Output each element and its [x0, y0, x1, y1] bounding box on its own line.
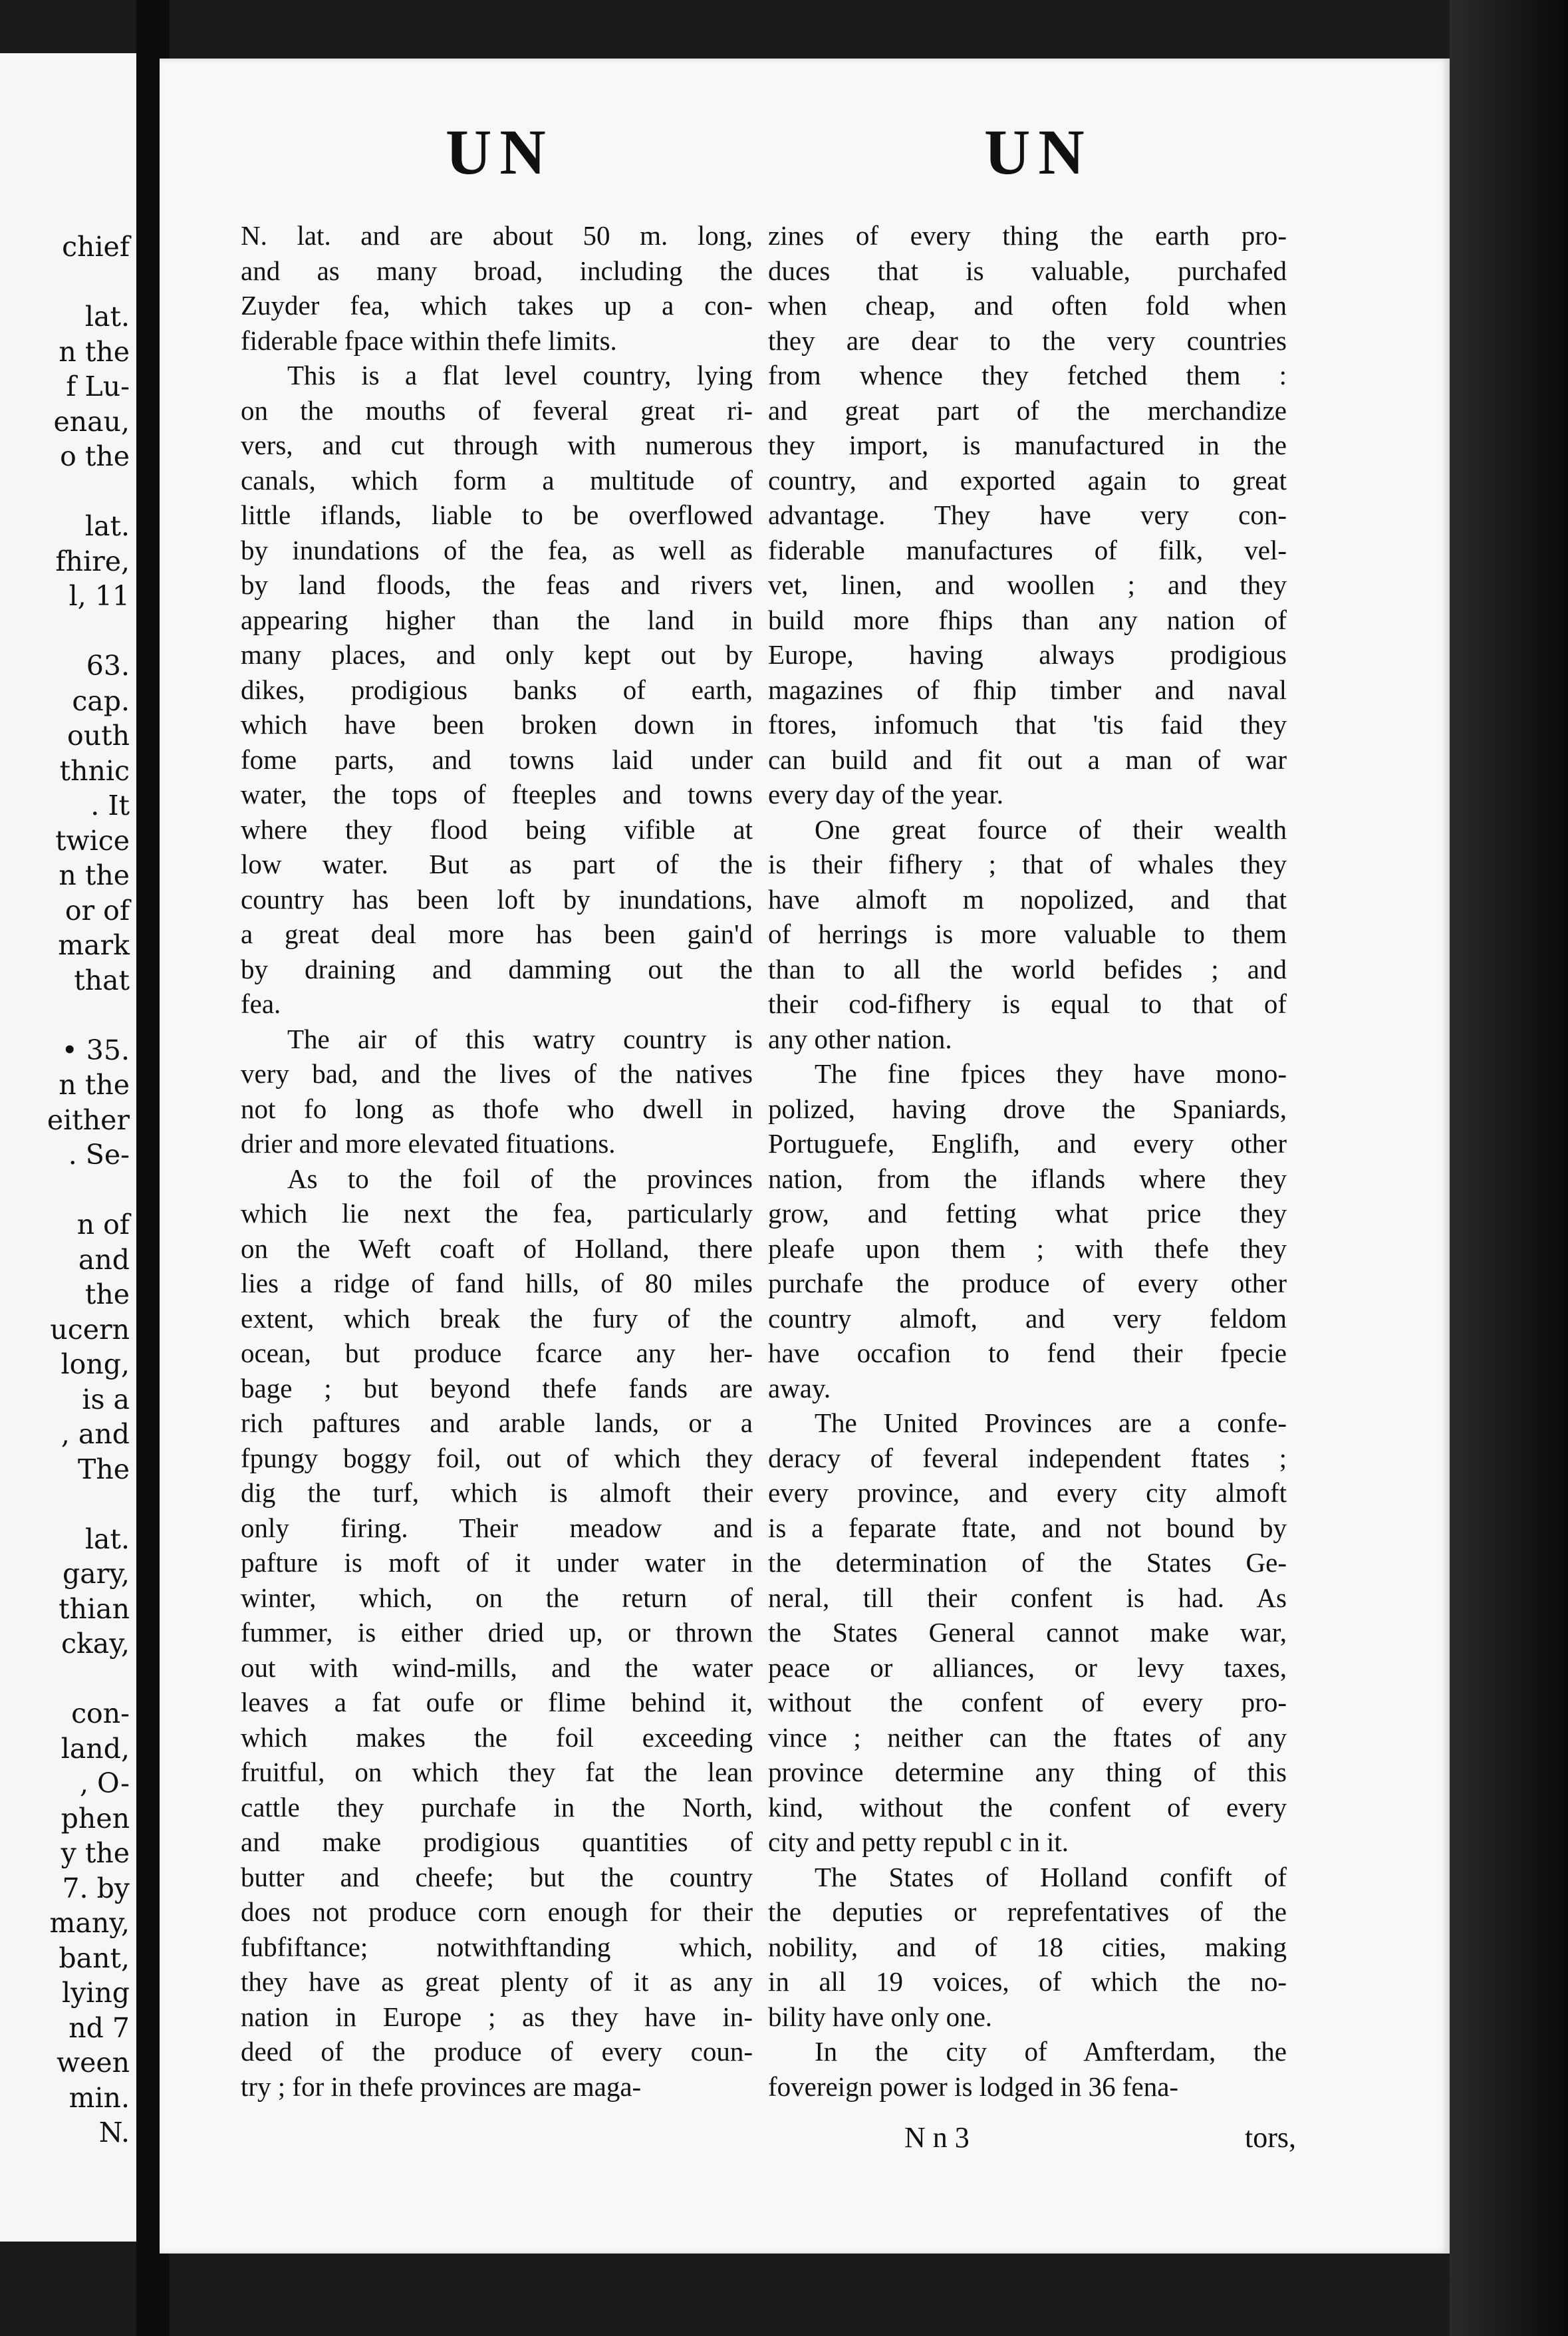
- text-line: and as many broad, including the: [241, 255, 753, 286]
- facing-page-fragment: nd 7: [68, 2011, 130, 2044]
- text-line: have occafion to fend their fpecie: [768, 1338, 1287, 1368]
- page-shadow: [1450, 0, 1568, 2336]
- text-line: fubfiftance; notwithftanding which,: [241, 1931, 753, 1962]
- text-line: fea.: [241, 988, 281, 1019]
- text-column-right: [768, 218, 1287, 2104]
- signature-mark: N n 3: [904, 2121, 970, 2154]
- text-line: pleafe upon them ; with thefe they: [768, 1233, 1287, 1264]
- facing-page-fragment: cap.: [72, 684, 130, 717]
- text-line: leaves a fat oufe or flime behind it,: [241, 1687, 753, 1717]
- facing-page-fragment: that: [74, 964, 130, 996]
- text-line: N. lat. and are about 50 m. long,: [241, 220, 753, 251]
- text-line: and make prodigious quantities of: [241, 1826, 753, 1857]
- facing-page-fragment: is a: [82, 1383, 130, 1415]
- text-line: In the city of Amfterdam, the: [815, 2036, 1287, 2067]
- facing-page-fragment: y the: [61, 1837, 130, 1869]
- text-line: is their fifhery ; that of whales they: [768, 849, 1287, 879]
- facing-page-fragment: l, 11: [68, 580, 130, 612]
- facing-page-fragment: ween: [56, 2047, 130, 2079]
- text-line: This is a flat level country, lying: [287, 360, 753, 390]
- facing-page-fragment: lying: [61, 1977, 130, 2009]
- text-line: which lie next the fea, particularly: [241, 1198, 753, 1229]
- facing-page-fragment: con-: [71, 1697, 130, 1729]
- text-line: zines of every thing the earth pro-: [768, 220, 1287, 251]
- facing-page-fragment: outh: [67, 720, 130, 752]
- text-line: fummer, is either dried up, or thrown: [241, 1617, 753, 1648]
- text-line: drier and more elevated fituations.: [241, 1128, 616, 1159]
- text-line: very bad, and the lives of the natives: [241, 1058, 753, 1089]
- facing-page-fragment: f Lu-: [66, 370, 130, 402]
- text-line: away.: [768, 1372, 831, 1403]
- text-line: fruitful, on which they fat the lean: [241, 1757, 753, 1787]
- facing-page-fragment: [0, 1173, 130, 1208]
- text-line: rich paftures and arable lands, or a: [241, 1407, 753, 1438]
- facing-page-fragment: o the: [60, 440, 130, 472]
- text-line: build more fhips than any nation of: [768, 604, 1287, 635]
- text-line: country has been loft by inundations,: [241, 883, 753, 915]
- text-line: nation in Europe ; as they have in-: [241, 2001, 753, 2032]
- text-line: water, the tops of fteeples and towns: [241, 779, 753, 809]
- text-line: fiderable fpace within thefe limits.: [241, 325, 617, 356]
- facing-page-fragment: [0, 1662, 130, 1697]
- facing-page-fragment: long,: [61, 1348, 130, 1380]
- text-line: grow, and fetting what price they: [768, 1198, 1287, 1229]
- text-line: in all 19 voices, of which the no-: [768, 1966, 1287, 1997]
- text-line: vince ; neither can the ftates of any: [768, 1721, 1287, 1753]
- text-line: the determination of the States Ge-: [768, 1547, 1287, 1578]
- text-line: the deputies or reprefentatives of the: [768, 1896, 1287, 1927]
- text-line: ftores, infomuch that 'tis faid they: [768, 709, 1287, 740]
- text-line: duces that is valuable, purchafed: [768, 255, 1287, 286]
- text-line: little iflands, liable to be overflowed: [241, 500, 753, 530]
- text-line: butter and cheefe; but the country: [241, 1861, 753, 1892]
- facing-page-fragment: the: [84, 1278, 130, 1310]
- facing-page-fragment: , and: [61, 1418, 130, 1450]
- text-line: extent, which break the fury of the: [241, 1302, 753, 1334]
- text-line: every province, and every city almoft: [768, 1477, 1287, 1508]
- text-line: without the confent of every pro-: [768, 1687, 1287, 1717]
- text-line: neral, till their confent is had. As: [768, 1582, 1287, 1613]
- text-line: have almoft m nopolized, and that: [768, 883, 1287, 915]
- facing-page-fragment: The: [77, 1453, 130, 1485]
- text-line: does not produce corn enough for their: [241, 1896, 753, 1927]
- text-line: fome parts, and towns laid under: [241, 744, 753, 775]
- facing-page-fragment: or of: [65, 894, 130, 927]
- text-line: fpungy boggy foil, out of which they: [241, 1442, 753, 1473]
- text-line: canals, which form a multitude of: [241, 464, 753, 496]
- text-line: Europe, having always prodigious: [768, 639, 1287, 670]
- text-line: Portuguefe, Englifh, and every other: [768, 1128, 1287, 1159]
- text-line: where they flood being vifible at: [241, 813, 753, 845]
- text-line: pafture is moft of it under water in: [241, 1547, 753, 1578]
- facing-page-fragment: . It: [90, 790, 130, 821]
- text-line: from whence they fetched them :: [768, 360, 1287, 390]
- facing-page-fragment: mark: [58, 929, 130, 961]
- text-column-left: [241, 218, 753, 2104]
- text-line: and great part of the merchandize: [768, 394, 1287, 426]
- facing-page-fragment: either: [47, 1103, 130, 1136]
- text-line: peace or alliances, or levy taxes,: [768, 1652, 1287, 1683]
- text-line: dikes, prodigious banks of earth,: [241, 674, 753, 705]
- text-line: not fo long as thofe who dwell in: [241, 1093, 753, 1124]
- text-line: magazines of fhip timber and naval: [768, 674, 1287, 705]
- text-line: their cod-fifhery is equal to that of: [768, 988, 1287, 1019]
- text-line: As to the foil of the provinces: [287, 1163, 753, 1194]
- text-line: they have as great plenty of it as any: [241, 1966, 753, 1997]
- text-line: kind, without the confent of every: [768, 1791, 1287, 1823]
- text-line: many places, and only kept out by: [241, 639, 753, 670]
- facing-page-fragment: . Se-: [68, 1139, 130, 1171]
- facing-page-fragment: • 35.: [61, 1034, 130, 1066]
- text-line: by draining and damming out the: [241, 953, 753, 984]
- text-line: of herrings is more valuable to them: [768, 919, 1287, 949]
- text-line: vers, and cut through with numerous: [241, 430, 753, 460]
- text-line: which makes the foil exceeding: [241, 1721, 753, 1753]
- running-head-right: UN: [984, 116, 1093, 188]
- text-line: bage ; but beyond thefe fands are: [241, 1372, 753, 1403]
- facing-page-fragment: gary,: [62, 1558, 130, 1590]
- text-line: by land floods, the feas and rivers: [241, 569, 753, 600]
- catchword: tors,: [1245, 2121, 1296, 2154]
- facing-page-fragment: and: [78, 1243, 130, 1276]
- text-line: The United Provinces are a confe-: [815, 1407, 1287, 1438]
- facing-page-fragment: bant,: [59, 1942, 130, 1974]
- text-line: only firing. Their meadow and: [241, 1512, 753, 1543]
- facing-page-fragment: min.: [68, 2081, 130, 2114]
- text-line: any other nation.: [768, 1023, 952, 1054]
- facing-page-fragment: many,: [49, 1907, 130, 1939]
- text-line: cattle they purchafe in the North,: [241, 1791, 753, 1823]
- text-line: advantage. They have very con-: [768, 500, 1287, 530]
- facing-page-fragment: , O-: [79, 1767, 130, 1799]
- facing-page-fragment: twice: [55, 824, 130, 857]
- text-line: they are dear to the very countries: [768, 325, 1287, 356]
- text-line: purchafe the produce of every other: [768, 1268, 1287, 1298]
- facing-page-fragment: fhire,: [55, 545, 130, 577]
- text-line: The States of Holland confift of: [815, 1861, 1287, 1892]
- text-line: lies a ridge of fand hills, of 80 miles: [241, 1268, 753, 1298]
- text-line: One great fource of their wealth: [815, 813, 1287, 845]
- facing-page-fragment: lat.: [84, 510, 130, 542]
- book-page: [160, 59, 1450, 2254]
- facing-page-fragment: land,: [61, 1732, 130, 1765]
- facing-page-fragment: n the: [59, 1069, 130, 1101]
- text-line: winter, which, on the return of: [241, 1582, 753, 1613]
- text-line: deed of the produce of every coun-: [241, 2036, 753, 2067]
- text-line: ocean, but produce fcarce any her-: [241, 1338, 753, 1368]
- facing-page-fragment: [0, 1487, 130, 1522]
- text-line: The air of this watry country is: [287, 1023, 753, 1054]
- text-line: out with wind-mills, and the water: [241, 1652, 753, 1683]
- facing-page-fragment: lat.: [84, 301, 130, 333]
- text-line: province determine any thing of this: [768, 1757, 1287, 1787]
- text-line: is a feparate ftate, and not bound by: [768, 1512, 1287, 1543]
- text-line: they import, is manufactured in the: [768, 430, 1287, 460]
- text-line: on the mouths of feveral great ri-: [241, 394, 753, 426]
- facing-page-fragment: ckay,: [61, 1628, 130, 1660]
- text-line: polized, having drove the Spaniards,: [768, 1093, 1287, 1124]
- text-line: try ; for in thefe provinces are maga-: [241, 2071, 642, 2102]
- text-line: when cheap, and often fold when: [768, 290, 1287, 321]
- text-line: country almoft, and very feldom: [768, 1302, 1287, 1334]
- text-line: fiderable manufactures of filk, vel-: [768, 534, 1287, 565]
- facing-page-fragment: thnic: [59, 754, 130, 787]
- text-line: Zuyder fea, which takes up a con-: [241, 290, 753, 321]
- facing-page-fragment: [0, 474, 130, 510]
- facing-page-fragment: n the: [59, 859, 130, 891]
- text-line: The fine fpices they have mono-: [815, 1058, 1287, 1089]
- facing-page-fragment: ucern: [50, 1313, 130, 1346]
- text-line: every day of the year.: [768, 779, 1004, 809]
- text-line: by inundations of the fea, as well as: [241, 534, 753, 565]
- text-line: country, and exported again to great: [768, 464, 1287, 496]
- text-line: city and petty republ c in it.: [768, 1826, 1069, 1857]
- facing-page-edge: [0, 53, 136, 2242]
- facing-page-fragment: N.: [98, 2117, 130, 2148]
- facing-page-fragment: n the: [59, 335, 130, 368]
- text-line: vet, linen, and woollen ; and they: [768, 569, 1287, 600]
- text-line: nation, from the iflands where they: [768, 1163, 1287, 1194]
- text-line: appearing higher than the land in: [241, 604, 753, 635]
- running-head-left: UN: [446, 116, 554, 188]
- facing-page-fragment: thian: [59, 1592, 130, 1625]
- facing-page-text-fragments: [0, 229, 130, 2150]
- facing-page-fragment: enau,: [53, 405, 130, 438]
- text-line: can build and fit out a man of war: [768, 744, 1287, 775]
- facing-page-fragment: chief: [62, 231, 130, 263]
- facing-page-fragment: phen: [61, 1802, 130, 1834]
- text-line: low water. But as part of the: [241, 849, 753, 879]
- facing-page-fragment: 63.: [86, 650, 130, 682]
- text-line: dig the turf, which is almoft their: [241, 1477, 753, 1508]
- text-line: bility have only one.: [768, 2001, 993, 2032]
- text-line: a great deal more has been gain'd: [241, 919, 753, 949]
- text-line: fovereign power is lodged in 36 fena-: [768, 2071, 1179, 2102]
- facing-page-fragment: 7. by: [62, 1872, 130, 1904]
- text-line: than to all the world befides ; and: [768, 953, 1287, 984]
- text-line: on the Weft coaft of Holland, there: [241, 1233, 753, 1264]
- text-line: the States General cannot make war,: [768, 1617, 1287, 1648]
- text-line: deracy of feveral independent ftates ;: [768, 1442, 1287, 1473]
- facing-page-fragment: n of: [76, 1209, 130, 1241]
- text-line: nobility, and of 18 cities, making: [768, 1931, 1287, 1962]
- facing-page-fragment: [0, 614, 130, 649]
- facing-page-fragment: [0, 265, 130, 300]
- text-line: which have been broken down in: [241, 709, 753, 740]
- facing-page-fragment: [0, 998, 130, 1033]
- facing-page-fragment: lat.: [84, 1523, 130, 1555]
